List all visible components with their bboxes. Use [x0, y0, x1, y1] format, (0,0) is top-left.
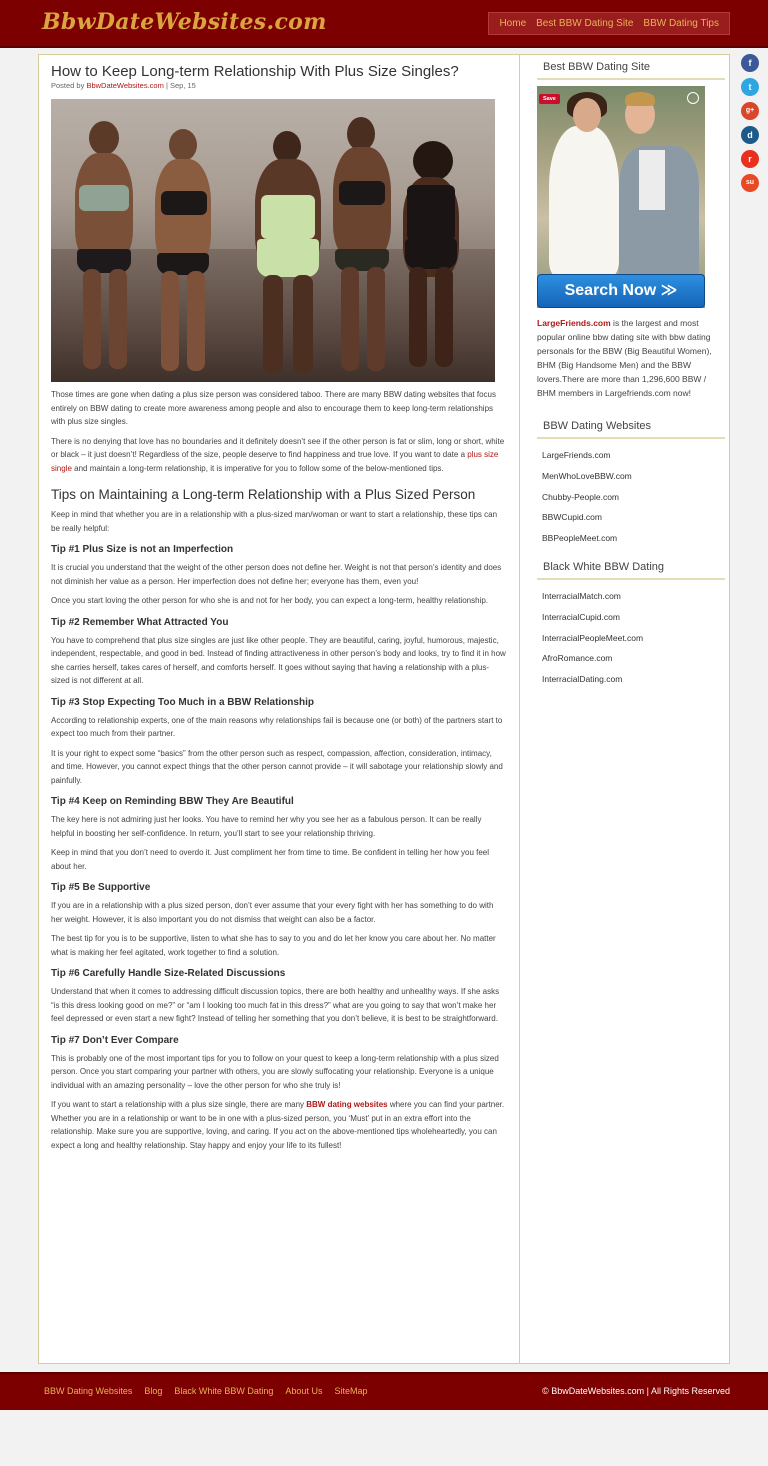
facebook-icon[interactable]: f [741, 54, 759, 72]
main-article [51, 61, 507, 1152]
ad-bride-face [573, 98, 601, 132]
tip-1-title: Tip #1 Plus Size is not an Imperfection [51, 544, 234, 555]
p2-text-2: and maintain a long-term relationship, it is imperative for you to follow some of the below-mentioned tips. [71, 463, 444, 473]
figure-leg [341, 267, 359, 371]
tip-3-paragraph-2: It is your right to expect some “basics” from the other person such as respect, compassion, affection, consideration, intimacy, and time. However, you cannot expect things that the other person cannot provide – it will sabotage your relationship slowly and painfully. [51, 748, 503, 785]
sidebar [537, 55, 725, 690]
sidebar-link-afroromance[interactable]: AfroRomance.com [542, 653, 613, 664]
figure-leg [293, 275, 313, 373]
figure-head [169, 129, 197, 161]
column-divider [519, 55, 520, 1363]
tip-1-paragraph-2: Once you start loving the other person for who she is and not for her body, you can expect a long-term, healthy relationship. [51, 596, 488, 605]
sidebar-link-interracialmatch[interactable]: InterracialMatch.com [542, 590, 621, 601]
tip-5-paragraph: If you are in a relationship with a plus sized person, don’t ever assume that your every fight with her has something to do with her weight. However, it is also important you do not dismiss that weight can also be a factor. [51, 901, 494, 924]
meta-date: | Sep, 15 [163, 81, 196, 90]
tip-3-paragraph: According to relationship experts, one of the main reasons why relationships fail is because one (or both) of the partners start to expect too much from their partner. [51, 715, 503, 738]
ad-bride-dress [549, 126, 619, 276]
bbw-dating-websites-link[interactable]: BBW dating websites [306, 1100, 388, 1109]
footer-link-black-white-bbw-dating[interactable]: Black White BBW Dating [174, 1386, 274, 1396]
paragraph-2 [51, 435, 507, 476]
tip-2-title: Tip #2 Remember What Attracted You [51, 616, 229, 628]
widget-title-bbw-dating-websites: BBW Dating Websites [537, 414, 725, 439]
figure-swimsuit [261, 195, 315, 239]
figure-head [413, 141, 453, 181]
tip-3-title: Tip #3 Stop Expecting Too Much in a BBW Relationship [51, 696, 314, 708]
closing-text-1: If you want to start a relationship with a plus size single, there are many [51, 1100, 307, 1109]
search-now-button[interactable]: Search Now ≫ [537, 274, 705, 308]
tip-2-paragraph: You have to comprehend that plus size singles are just like other people. They are beautiful, caring, joyful, humorous, majestic, independent, respectable, and good in bed. Instead of finding attractiveness in other person’s body and looks, try to find it in how she carries herself, takes cares of herself, and comforts herself. It goes without saying that having a relationship with a plus-sized is not different at all. [51, 635, 506, 685]
figure-swim-top [339, 181, 385, 205]
post-meta [51, 81, 507, 90]
sidebar-link-interracialcupid[interactable]: InterracialCupid.com [542, 611, 620, 622]
largefriends-link[interactable]: LargeFriends.com [537, 318, 611, 328]
figure-leg [367, 267, 385, 371]
sidebar-link-largefriends[interactable]: LargeFriends.com [542, 450, 611, 460]
figure-swimsuit [407, 185, 455, 241]
bbw-sites-list [537, 445, 725, 549]
copyright: © BbwDateWebsites.com | All Rights Reserved [542, 1386, 730, 1396]
tip-1-paragraph: It is crucial you understand that the weight of the other person does not define her. Weight is not that person’s identity and does not diminish her value as a person. Her imperfection does not define her; everyone has them, even you! [51, 563, 502, 586]
sidebar-link-interracialdating[interactable]: InterracialDating.com [542, 674, 623, 685]
nav-bbw-dating-tips[interactable]: BBW Dating Tips [643, 18, 719, 29]
tips-heading: Tips on Maintaining a Long-term Relationship with a Plus Sized Person [51, 487, 476, 502]
tip-4-title: Tip #4 Keep on Reminding BBW They Are Beautiful [51, 796, 294, 807]
footer-link-bbw-dating-websites[interactable]: BBW Dating Websites [44, 1386, 133, 1396]
figure-leg [83, 269, 101, 369]
widget-title-best-site: Best BBW Dating Site [537, 55, 725, 80]
footer-link-about-us[interactable]: About Us [285, 1386, 323, 1396]
meta-prefix: Posted by [51, 81, 87, 90]
digg-icon[interactable]: d [741, 126, 759, 144]
figure-head [347, 117, 375, 151]
footer-link-sitemap[interactable]: SiteMap [334, 1386, 368, 1396]
sidebar-link-interracialpeoplemeet[interactable]: InterracialPeopleMeet.com [542, 632, 644, 643]
tip-6-title: Tip #6 Carefully Handle Size-Related Discussions [51, 968, 286, 979]
closing-paragraph [51, 1098, 507, 1152]
p2-text-1: There is no denying that love has no boundaries and it definitely doesn’t see if the other person is fat or slim, long or short, white or black – it just doesn’t! Regardless of the size, people deserve to find happiness and true love. If you want to date a [51, 436, 505, 459]
stumbleupon-icon[interactable]: su [741, 174, 759, 192]
figure-head [89, 121, 119, 155]
site-footer [0, 1372, 768, 1410]
figure-swim-bottom [405, 239, 457, 269]
figure-swim-top [161, 191, 207, 215]
hero-image [51, 99, 495, 382]
largefriends-desc-text: is the largest and most popular online bbw dating site with bbw dating personals for the BBW (Big Beautiful Women), BHM (Big Handsome Men) and the BBW lovers.There are more than 1,296,600 BBW / BHM members in Largefriends.com now! [537, 318, 712, 398]
intro-paragraph: Those times are gone when dating a plus size person was considered taboo. There are many BBW dating websites that focus entirely on BBW dating to create more awareness among people and also to encourage them to keep long-term relationships with plus size singles. [51, 390, 496, 426]
sidebar-link-bbwcupid[interactable]: BBWCupid.com [542, 512, 602, 523]
figure-leg [409, 267, 427, 367]
nav-home[interactable]: Home [499, 18, 527, 29]
ad-groom-hair [625, 92, 655, 106]
tips-intro: Keep in mind that whether you are in a relationship with a plus-sized man/woman or want to start a relationship, these tips can be really helpful: [51, 510, 498, 533]
expand-icon[interactable] [687, 92, 699, 104]
sidebar-link-bbpeoplemeet[interactable]: BBPeopleMeet.com [542, 533, 618, 544]
google-plus-icon[interactable]: g+ [741, 102, 759, 120]
social-share-bar [741, 54, 759, 198]
ad-groom-shirt [639, 150, 665, 210]
footer-nav [44, 1386, 379, 1396]
top-nav [488, 12, 730, 35]
twitter-icon[interactable]: t [741, 78, 759, 96]
figure-leg [435, 267, 453, 367]
tip-7-title: Tip #7 Don’t Ever Compare [51, 1034, 179, 1046]
tip-5-title: Tip #5 Be Supportive [51, 882, 151, 893]
meta-author-link[interactable]: BbwDateWebsites.com [86, 81, 164, 90]
sidebar-link-chubby-people[interactable]: Chubby-People.com [542, 491, 620, 502]
interracial-sites-list [537, 586, 725, 690]
closing-text-2: where you can find your partner. Whether you are in a relationship or want to be in one with a plus-sized person, you ‘Must’ put in an extra effort into the relationship. Make sure you are supportive, loving, and caring. If you act on the above-mentioned tips wholeheartedly, you can expect a long and healthy relationship. Stay happy and enjoy your life to its fullest! [51, 1100, 505, 1150]
tip-5-paragraph-2: The best tip for you is to be supportive, listen to what she has to say to you and do let her know you care about her. No matter what is making her feel agitated, work together to find a solution. [51, 934, 496, 957]
site-logo[interactable]: BbwDateWebsites.com [42, 9, 327, 35]
largefriends-description [537, 316, 725, 400]
figure-swim-top [79, 185, 129, 211]
figure-leg [263, 275, 283, 373]
tip-7-paragraph: This is probably one of the most important tips for you to follow on your quest to keep a long-term relationship with a plus sized person. Once you start comparing your partner with others, you are slowly suffocating your relationship. Everyone is a unique individual with an amazing personality – love the other person for who she truly is! [51, 1053, 499, 1090]
tip-6-paragraph: Understand that when it comes to addressing difficult discussion topics, there are both healthy and unhealthy ways. If she asks “is this dress looking good on me?” or “am I looking too much fat in this dress?” what are you going to say that won’t make her feel depressed or even start a new fight? Instead of telling her something that you don’t believe, it is best to be straightforward. [51, 987, 500, 1023]
post-title: How to Keep Long-term Relationship With Plus Size Singles? [51, 63, 459, 80]
figure-swim-bottom [257, 239, 319, 277]
figure-leg [161, 271, 179, 371]
figure-leg [109, 269, 127, 369]
widget-title-black-white: Black White BBW Dating [537, 555, 725, 580]
tip-4-paragraph: The key here is not admiring just her looks. You have to remind her why you see her as a fabulous person. It can be really helpful in boosting her self-confidence. In return, you’ll start to see your relationship thriving. [51, 815, 482, 838]
nav-best-bbw-dating-site[interactable]: Best BBW Dating Site [536, 18, 634, 29]
pinterest-save-button[interactable]: Save [539, 94, 560, 104]
largefriends-ad-banner[interactable] [537, 86, 705, 308]
reddit-icon[interactable]: r [741, 150, 759, 168]
sidebar-link-menwholovebbw[interactable]: MenWhoLoveBBW.com [542, 470, 632, 481]
content-wrapper [38, 54, 730, 1364]
tip-4-paragraph-2: Keep in mind that you don’t need to overdo it. Just compliment her from time to time. Be confident in telling her how you feel about her. [51, 848, 490, 871]
figure-leg [187, 271, 205, 371]
site-header [0, 0, 768, 48]
plus-size-single-link[interactable]: plus size single [51, 450, 499, 473]
footer-link-blog[interactable]: Blog [144, 1386, 163, 1396]
